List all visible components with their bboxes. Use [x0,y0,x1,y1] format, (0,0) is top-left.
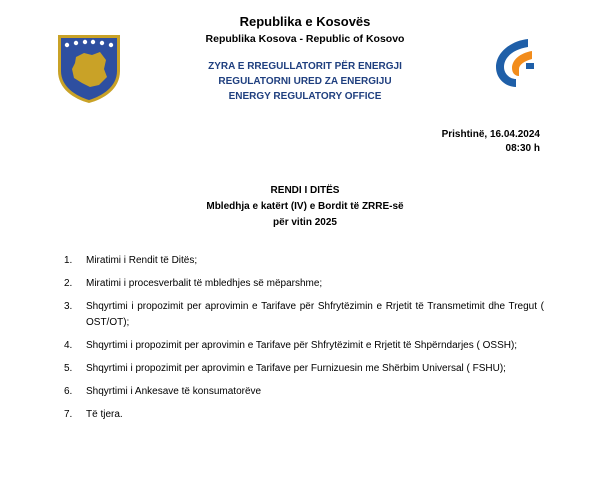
office-name-english: ENERGY REGULATORY OFFICE [228,91,382,102]
agenda-item-text: Miratimi i procesverbalit të mbledhjes së mëparshme; [86,278,323,289]
agenda-item-number: 4. [64,340,73,351]
agenda-item-text: Shqyrtimi i propozimit per aprovimin e Tarifave për Shfrytëzimit e Rrjetit të Shpërndarjes ( OSSH); [86,340,518,351]
agenda-item-text: Të tjera. [86,409,123,420]
office-name-serbian: REGULATORNI URED ZA ENERGIJU [218,76,392,87]
agenda-item-number: 7. [64,409,73,420]
agenda-item [64,299,544,331]
agenda-item [64,338,544,354]
meeting-time: 08:30 h [505,143,540,154]
ero-logo-icon [488,33,538,91]
agenda-item [64,384,544,400]
agenda-title: RENDI I DITËS [270,185,340,196]
agenda-item-number: 6. [64,386,73,397]
agenda-item [64,276,544,292]
agenda-list [64,253,544,430]
agenda-item-number: 5. [64,363,73,374]
agenda-item [64,361,544,377]
agenda-item-number: 3. [64,301,73,312]
place-date: Prishtinë, 16.04.2024 [441,129,540,140]
agenda-item-text: Miratimi i Rendit të Ditës; [86,255,198,266]
agenda-item-text: Shqyrtimi i propozimit per aprovimin e Tarifave per Furnizuesin me Shërbim Universal ( FSHU); [86,363,506,374]
meeting-description: Mbledhja e katërt (IV) e Bordit të ZRRE-së [206,201,404,212]
agenda-item-number: 1. [64,255,73,266]
meeting-year: për vitin 2025 [273,217,337,228]
agenda-heading [150,183,460,231]
agenda-item-text: Shqyrtimi i Ankesave të konsumatorëve [86,386,262,397]
kosovo-coat-of-arms-icon [54,31,124,105]
agenda-item-text: Shqyrtimi i propozimit per aprovimin e Tarifave për Shfrytëzimin e Rrjetit të Transmetimit dhe Tregut ( OST/OT); [86,301,544,328]
agenda-item-number: 2. [64,278,73,289]
agenda-item [64,407,544,423]
place-date-block [442,128,540,156]
office-name-albanian: ZYRA E RREGULLATORIT PËR ENERGJI [208,61,402,72]
country-title: Republika e Kosovës [239,14,371,29]
country-subtitle: Republika Kosova - Republic of Kosovo [205,33,405,45]
agenda-item [64,253,544,269]
letterhead [150,13,460,104]
